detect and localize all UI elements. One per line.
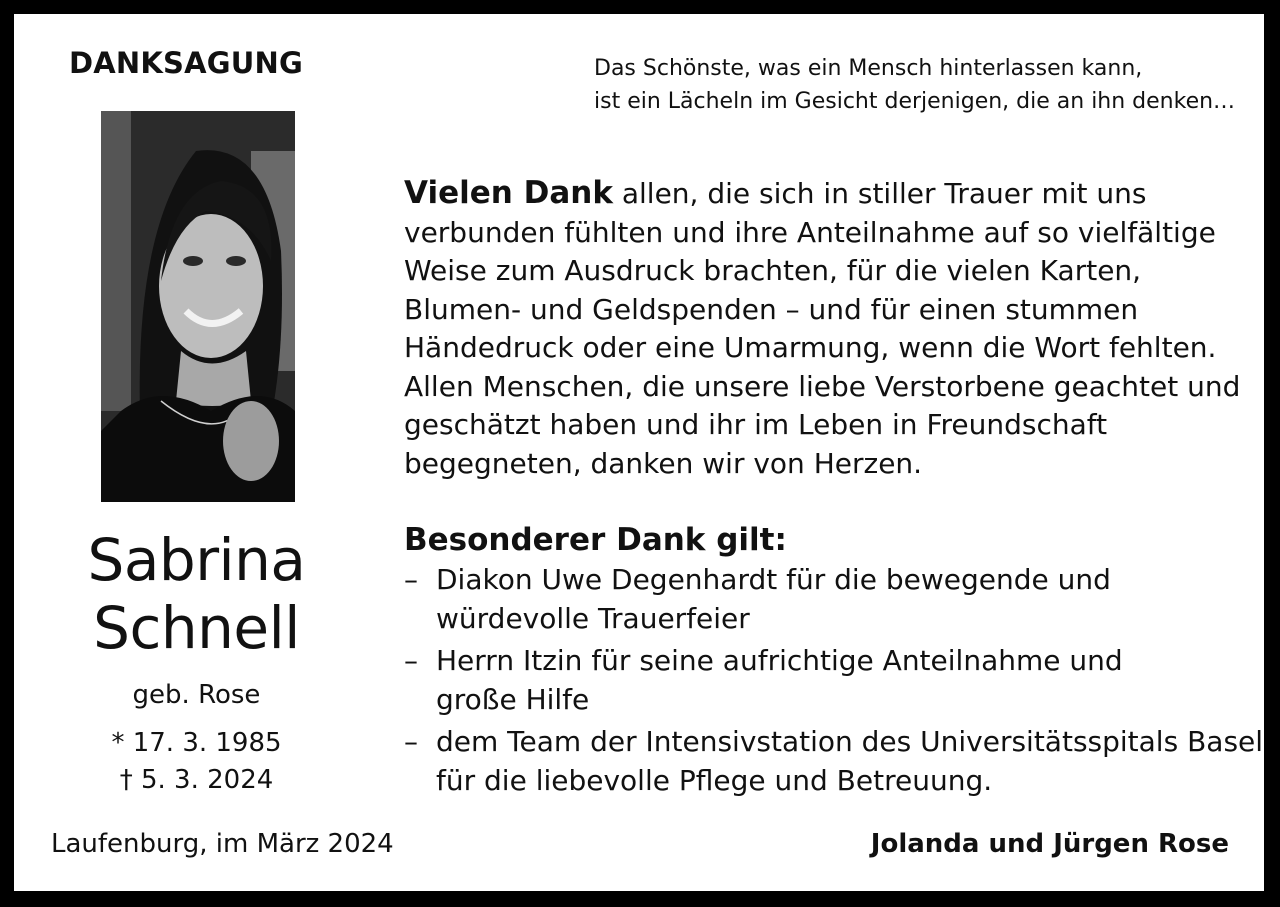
special-thanks-title: Besonderer Dank gilt: <box>404 522 787 558</box>
signatories: Jolanda und Jürgen Rose <box>870 829 1229 859</box>
portrait-image <box>101 111 295 502</box>
portrait-photo <box>101 111 295 502</box>
list-item: – dem Team der Intensivstation des Universitätsspitals Basel für die liebevolle Pflege und Betreuung. <box>404 725 1264 797</box>
first-name: Sabrina <box>87 526 306 594</box>
message-line: Händedruck oder eine Umarmung, wenn die Wort fehlten. <box>404 331 1217 364</box>
thank-you-message <box>404 174 1244 483</box>
message-line: Weise zum Ausdruck brachten, für die vielen Karten, <box>404 254 1142 287</box>
obituary-card <box>14 14 1264 891</box>
place-and-date: Laufenburg, im März 2024 <box>51 829 394 859</box>
message-lead: Vielen Dank <box>404 175 613 211</box>
birth-date: * 17. 3. 1985 <box>111 728 282 758</box>
birth-name: geb. Rose <box>132 680 261 710</box>
message-line: geschätzt haben und ihr im Leben in Freundschaft <box>404 408 1108 441</box>
message-line: begegneten, danken wir von Herzen. <box>404 446 923 480</box>
dash-bullet: – <box>404 563 418 596</box>
message-line: Allen Menschen, die unsere liebe Verstorbene geachtet und <box>404 369 1241 403</box>
death-date: † 5. 3. 2024 <box>119 765 274 795</box>
list-item: – Herrn Itzin für seine aufrichtige Anteilnahme und große Hilfe <box>404 644 1123 716</box>
list-item: – Diakon Uwe Degenhardt für die bewegende und würdevolle Trauerfeier <box>404 563 1111 635</box>
quote-line: ist ein Lächeln im Gesicht derjenigen, die an ihn denken… <box>594 89 1236 114</box>
special-thanks-list <box>404 561 1264 804</box>
deceased-name <box>59 526 334 662</box>
quote-line: Das Schönste, was ein Mensch hinterlassen kann, <box>594 56 1143 81</box>
message-line: Vielen Dank allen, die sich in stiller Trauer mit uns <box>404 175 1147 211</box>
message-line: verbunden fühlten und ihre Anteilnahme auf so vielfältige <box>404 215 1216 249</box>
dash-bullet: – <box>404 644 418 677</box>
message-line: Blumen- und Geldspenden – und für einen stummen <box>404 292 1139 326</box>
page-title: DANKSAGUNG <box>69 46 304 80</box>
last-name: Schnell <box>93 594 300 662</box>
epigraph-quote <box>594 52 1254 118</box>
dash-bullet: – <box>404 725 418 758</box>
